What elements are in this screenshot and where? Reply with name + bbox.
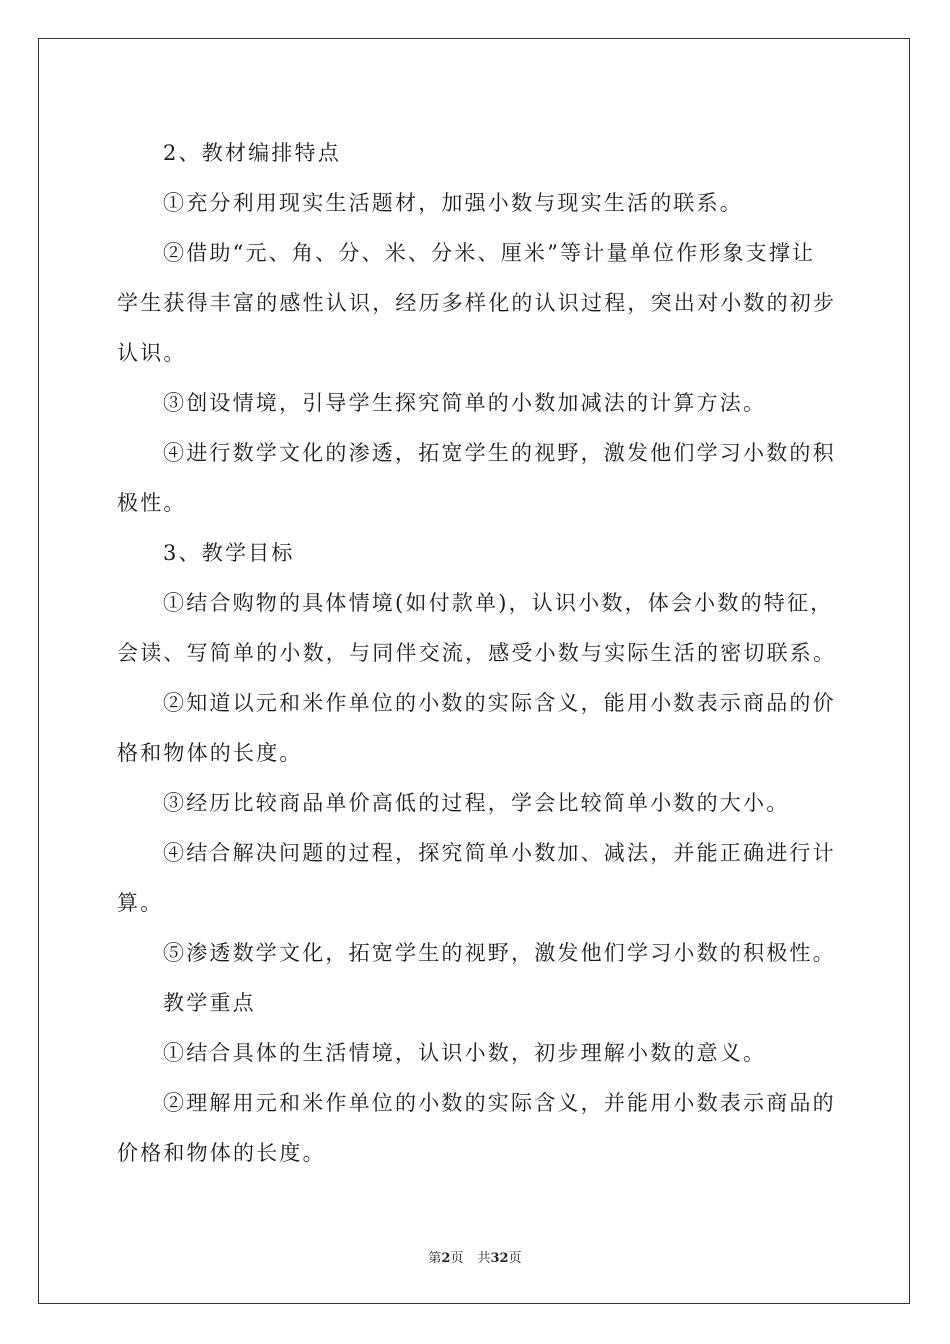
paragraph-item: ⑤渗透数学文化，拓宽学生的视野，激发他们学习小数的积极性。	[163, 941, 836, 965]
paragraph-item: ②借助“元、角、分、米、分米、厘米”等计量单位作形象支撑让学生获得丰富的感性认识，经历多样化的认识过程，突出对小数的初步认识。	[117, 241, 837, 365]
paragraph-section-heading-3: 3、教学目标	[163, 541, 295, 565]
paragraph-section-heading-2: 2、教材编排特点	[163, 141, 341, 165]
paragraph-item: ③创设情境，引导学生探究简单的小数加减法的计算方法。	[163, 391, 767, 415]
paragraph-item: ④结合解决问题的过程，探究简单小数加、减法，并能正确进行计算。	[117, 841, 836, 915]
page-footer	[0, 1247, 950, 1266]
paragraph-subheading: 教学重点	[163, 991, 256, 1015]
paragraph-item: ②知道以元和米作单位的小数的实际含义，能用小数表示商品的价格和物体的长度。	[117, 691, 836, 765]
paragraph-item: ①结合具体的生活情境，认识小数，初步理解小数的意义。	[163, 1041, 767, 1065]
paragraph-item: ④进行数学文化的渗透，拓宽学生的视野，激发他们学习小数的积极性。	[117, 441, 836, 515]
document-body	[117, 128, 837, 1178]
paragraph-item: ①充分利用现实生活题材，加强小数与现实生活的联系。	[163, 191, 743, 215]
footer-total-suffix: 页	[508, 1251, 522, 1266]
footer-page-number: 2	[441, 1251, 451, 1266]
footer-page-suffix: 页	[450, 1251, 464, 1266]
footer-total-pages: 32	[490, 1251, 509, 1266]
paragraph-item: ①结合购物的具体情境(如付款单)，认识小数，体会小数的特征，会读、写简单的小数，与同伴交流，感受小数与实际生活的密切联系。	[117, 591, 837, 665]
paragraph-item: ②理解用元和米作单位的小数的实际含义，并能用小数表示商品的价格和物体的长度。	[117, 1091, 836, 1165]
footer-total-prefix: 共	[477, 1251, 491, 1266]
footer-page-prefix: 第	[428, 1251, 442, 1266]
paragraph-item: ③经历比较商品单价高低的过程，学会比较简单小数的大小。	[163, 791, 790, 815]
